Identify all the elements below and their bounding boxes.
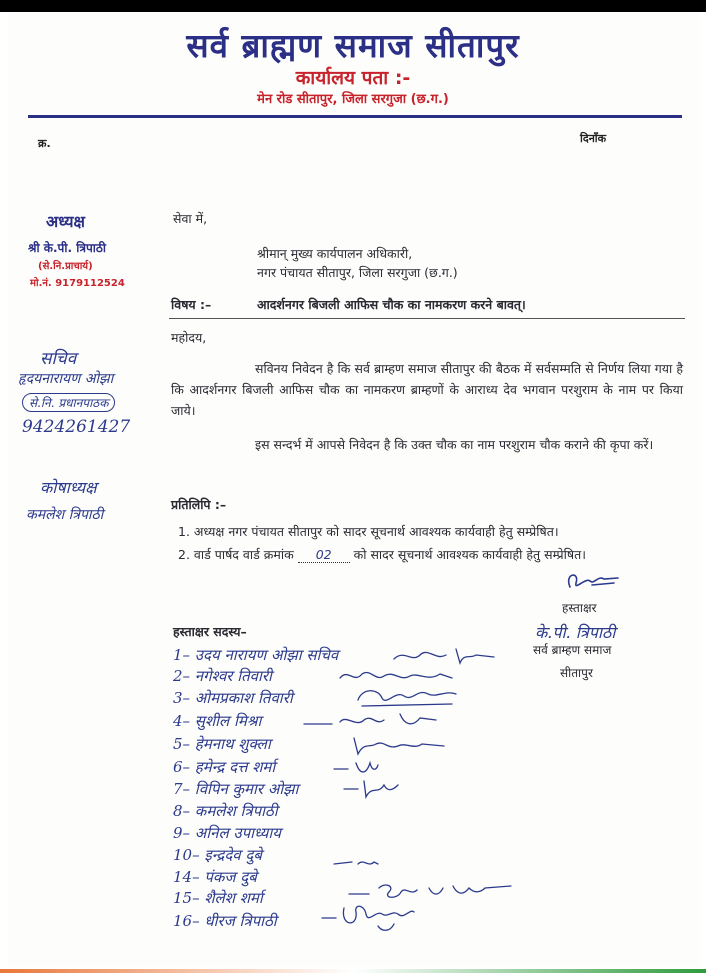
copy-item-2-prefix: 2. वार्ड पार्षद वार्ड क्रमांक <box>178 547 294 562</box>
ward-number: 02 <box>298 547 350 563</box>
signature-org-line-1: सर्व ब्राम्हण समाज <box>533 643 612 657</box>
letter-paper <box>8 12 700 967</box>
subject-text: आदर्शनगर बिजली आफिस चौक का नामकरण करने बावत्। <box>257 297 526 312</box>
reference-number-label: क्र. <box>38 137 51 150</box>
header-divider <box>28 115 682 118</box>
signature-name: के.पी. त्रिपाठी <box>535 623 616 642</box>
member-row: 16– धीरज त्रिपाठी <box>173 912 277 930</box>
member-row: 10– इन्द्रदेव दुबे <box>173 846 262 864</box>
bottom-strip <box>0 969 706 973</box>
member-row: 2– नगेश्वर तिवारी <box>173 667 272 685</box>
org-name-heading: सर्व ब्राह्मण समाज सीतापुर <box>186 26 520 65</box>
body-paragraph-1: सविनय निवेदन है कि सर्व ब्राम्हण समाज सीतापुर की बैठक में सर्वसम्मति से निर्णय लिया गया है कि आदर्शनगर बिजली आफिस चौक का नामकरण ब्राम्हणों के आराध्य देव भगवान परशुराम के नाम पर किया जाये। <box>171 361 683 418</box>
member-row: 5– हेमनाथ शुक्ला <box>173 735 271 753</box>
greeting: महोदय, <box>171 330 207 345</box>
member-row: 6– हमेन्द्र दत्त शर्मा <box>173 758 276 776</box>
treasurer-title: कोषाध्यक्ष <box>40 478 97 497</box>
copy-item-1: 1. अध्यक्ष नगर पंचायत सीतापुर को सादर सूचनार्थ आवश्यक कार्यवाही हेतु सम्प्रेषित। <box>178 524 559 539</box>
president-post: (से.नि.प्राचार्य) <box>38 261 93 272</box>
member-row: 15– शैलेश शर्मा <box>173 889 263 907</box>
salutation: सेवा में, <box>173 211 208 226</box>
signature-label: हस्ताक्षर <box>562 601 597 615</box>
member-row: 8– कमलेश त्रिपाठी <box>173 802 278 820</box>
copy-label: प्रतिलिपि :– <box>171 497 227 512</box>
member-signature-10 <box>330 856 380 870</box>
member-signature-16 <box>318 900 418 934</box>
body-paragraph-2: इस सन्दर्भ में आपसे निवेदन है कि उक्त चौक का नाम परशुराम चौक कराने की कृपा करें। <box>255 437 654 452</box>
president-name: श्री के.पी. त्रिपाठी <box>28 241 106 255</box>
treasurer-name: कमलेश त्रिपाठी <box>26 507 104 523</box>
addressee-line-2: नगर पंचायत सीतापुर, जिला सरगुजा (छ.ग.) <box>257 265 458 280</box>
member-row: 14– पंकज दुबे <box>173 868 257 886</box>
top-bar <box>0 0 706 12</box>
signature-scribble <box>562 569 622 595</box>
members-title: हस्ताक्षर सदस्य– <box>173 624 247 639</box>
member-signature-1 <box>390 645 500 667</box>
member-signature-4 <box>300 710 440 732</box>
subject-divider <box>169 318 685 319</box>
member-row: 7– विपिन कुमार ओझा <box>173 780 299 798</box>
secretary-name: हृदयनारायण ओझा <box>18 371 114 387</box>
secretary-post: से.नि. प्रधानपाठक <box>22 393 115 412</box>
secretary-title: सचिव <box>40 349 77 369</box>
office-label: कार्यालय पता :- <box>295 67 411 89</box>
member-signature-3 <box>352 684 462 710</box>
copy-item-2-suffix: को सादर सूचनार्थ आवश्यक कार्यवाही हेतु सम्प्रेषित। <box>353 547 586 562</box>
date-label: दिनाँक <box>580 132 607 145</box>
member-row: 9– अनिल उपाध्याय <box>173 824 281 842</box>
office-address: मेन रोड सीतापुर, जिला सरगुजा (छ.ग.) <box>257 92 449 107</box>
member-row: 1– उदय नारायण ओझा सचिव <box>173 646 339 664</box>
member-signature-6 <box>330 757 380 779</box>
signature-org-line-2: सीतापुर <box>560 666 593 680</box>
member-signature-7 <box>340 777 400 801</box>
member-signature-5 <box>348 734 448 758</box>
member-row: 3– ओमप्रकाश तिवारी <box>173 689 293 707</box>
president-title: अध्यक्ष <box>46 212 85 231</box>
subject-label: विषय :– <box>171 297 212 312</box>
president-mobile: मो.नं. 9179112524 <box>30 278 125 289</box>
secretary-mobile: 9424261427 <box>22 417 131 437</box>
member-row: 4– सुशील मिश्रा <box>173 712 262 730</box>
addressee-line-1: श्रीमान् मुख्य कार्यपालन अधिकारी, <box>257 246 413 261</box>
copy-item-2 <box>178 546 586 563</box>
